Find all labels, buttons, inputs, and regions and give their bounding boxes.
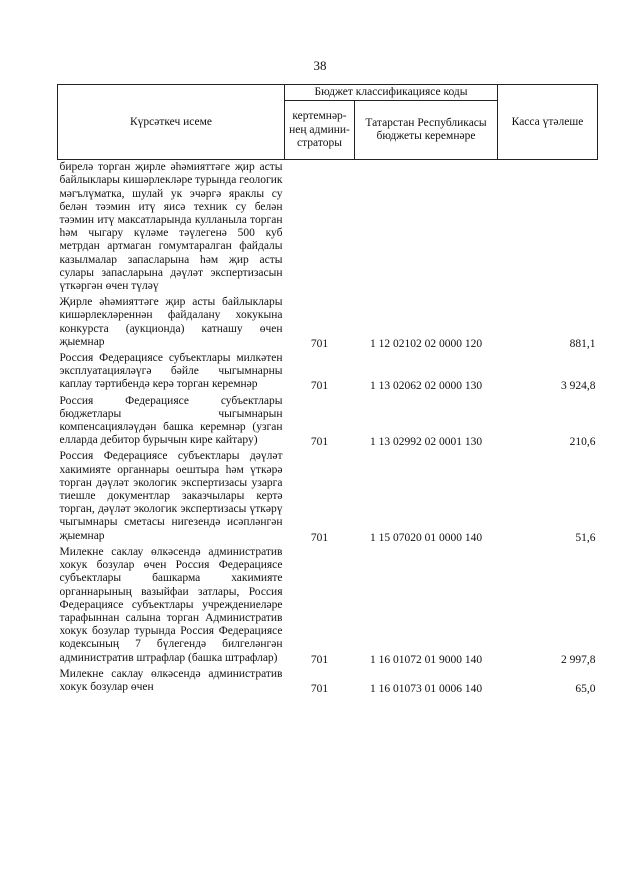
row-admin bbox=[285, 160, 355, 296]
row-code: 1 13 02062 02 0000 130 bbox=[369, 380, 483, 393]
row-code bbox=[355, 160, 498, 296]
cash-execution-header: Касса үтәлеше bbox=[498, 85, 598, 160]
table-row bbox=[58, 160, 598, 296]
row-code: 1 13 02992 02 0001 130 bbox=[369, 436, 483, 449]
row-admin: 701 bbox=[310, 436, 329, 449]
row-admin: 701 bbox=[310, 380, 329, 393]
row-name: Милекне саклау өлкәсендә административ хокук бозулар өчен Россия Федерациясе субъектлары башкарма хакимияте органнарының вазыйфаи затлары, Россия Федерациясе субъектлары учреждениеләре тарафыннан салына торган Административ хокук бозулар турында Россия Федерациясе кодексының 7 бүлегендә билгеләнгән административ штрафлар (башка штрафлар) bbox=[59, 545, 283, 664]
row-name: Россия Федерациясе субъектлары бюджетлары чыгымнарын компенсацияләүдән башка керемнәр (узган елларда дебитор бурычын кире кайтару) bbox=[59, 394, 283, 447]
row-amount: 65,0 bbox=[575, 682, 596, 695]
row-name: бирелә торган җирле әһәмияттәге җир асты байлыклары кишәрлекләре турында геологик мәгълүматка, шулай ук эчәргә яраклы су белән тәэмин итү яисә техник су белән тәэмин итү максатларында кулланыла торган һәм чыгару күләме тәүлегенә 500 куб метрдан артмаган гомумтаралган файдалы казылмалар запасларына һәм җир асты сулары запасларына дәүләт экспертизасын үткәргән өчен түләү bbox=[59, 161, 283, 293]
table-row bbox=[58, 667, 598, 696]
row-amount: 210,6 bbox=[569, 436, 596, 449]
table-row bbox=[58, 449, 598, 544]
table-row bbox=[58, 545, 598, 667]
budget-revenue-table bbox=[57, 84, 598, 696]
row-code: 1 15 07020 01 0000 140 bbox=[369, 531, 483, 544]
row-name: Җирле әһәмияттәге җир асты байлыклары кишәрлекләреннән файдалану хокукына конкурста (аукционда) катнашу өчен җыемнар bbox=[59, 296, 283, 348]
row-name: Россия Федерациясе субъектлары милкәтен эксплуатацияләүгә бәйле чыгымнарны каплау тәртибендә керә торган керемнәр bbox=[59, 352, 283, 391]
table-row bbox=[58, 394, 598, 450]
table-body bbox=[58, 160, 598, 696]
indicator-name-header: Күрсәткеч исеме bbox=[58, 85, 285, 160]
row-admin: 701 bbox=[310, 682, 329, 695]
row-admin: 701 bbox=[310, 531, 329, 544]
row-amount: 2 997,8 bbox=[561, 653, 596, 666]
row-amount bbox=[498, 160, 598, 296]
table-row bbox=[58, 351, 598, 394]
row-name: Россия Федерациясе субъектлары дәүләт хакимияте органнары оештыра һәм үткәрә торган дәүләт экологик экспертизасы узарга тиешле документлар заказчылары кертә торган, дәүләт экологик экспертизасы үткәрү чыгымнары сметасы нигезендә исәпләнгән җыемнар bbox=[59, 450, 283, 542]
row-admin: 701 bbox=[310, 653, 329, 666]
row-name: Милекне саклау өлкәсендә административ хокук бозулар өчен bbox=[59, 667, 283, 693]
row-code: 1 16 01073 01 0006 140 bbox=[369, 682, 483, 695]
page-number: 38 bbox=[313, 58, 327, 73]
revenue-code-header: Татарстан Республикасы бюджеты керемнәре bbox=[355, 101, 498, 160]
row-code: 1 16 01072 01 9000 140 bbox=[369, 653, 483, 666]
row-admin: 701 bbox=[310, 337, 329, 350]
row-code: 1 12 02102 02 0000 120 bbox=[369, 337, 483, 350]
row-amount: 51,6 bbox=[575, 531, 596, 544]
row-amount: 881,1 bbox=[569, 337, 596, 350]
row-amount: 3 924,8 bbox=[561, 380, 596, 393]
table-header bbox=[58, 85, 598, 160]
admin-code-header: кертемнәр-нең админи-страторы bbox=[285, 101, 355, 160]
budget-code-group-header: Бюджет классификациясе коды bbox=[285, 85, 498, 101]
table-row bbox=[58, 295, 598, 351]
